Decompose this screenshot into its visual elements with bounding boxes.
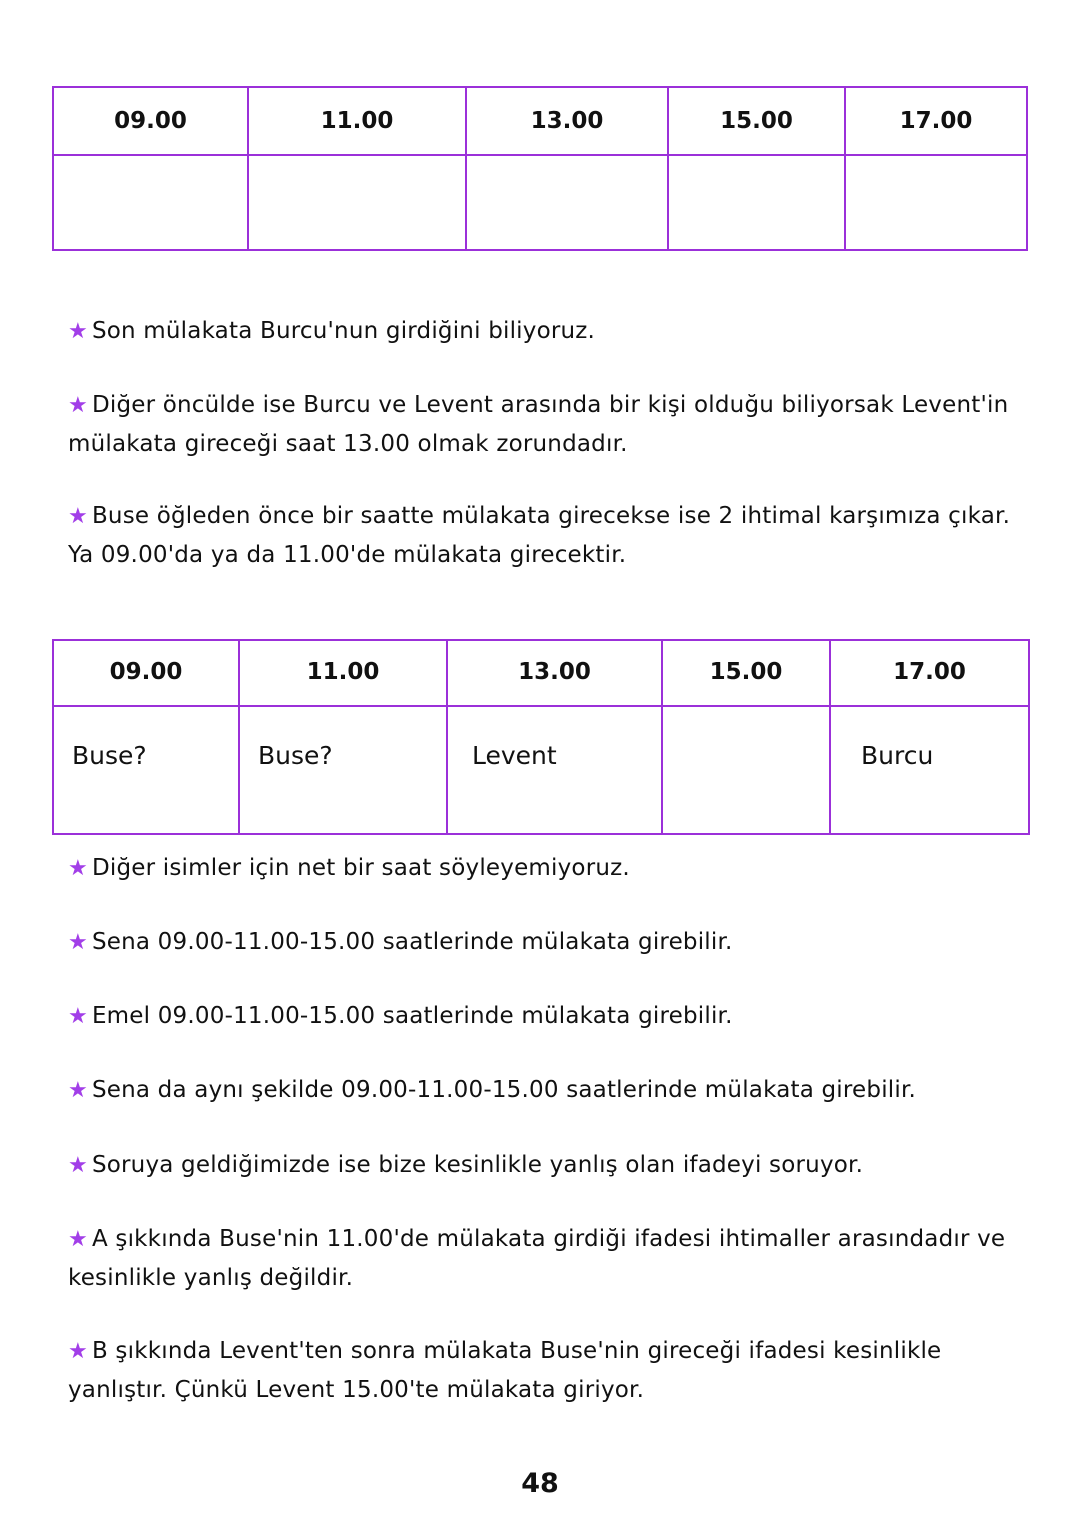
- table2-header-1700: 17.00: [831, 641, 1028, 707]
- table1-header-0900: 09.00: [54, 88, 249, 156]
- star-icon: ★: [68, 930, 88, 955]
- star-icon: ★: [68, 1153, 88, 1178]
- star-icon: ★: [68, 1227, 88, 1252]
- table1-cell-1500: [669, 156, 846, 249]
- table2-header-1500: 15.00: [663, 641, 831, 707]
- star-icon: ★: [68, 319, 88, 344]
- table2-header-1300: 13.00: [448, 641, 663, 707]
- table2-cell-1700: Burcu: [861, 741, 934, 770]
- table2-header-0900: 09.00: [54, 641, 240, 707]
- note-paragraph: ★ Diğer öncülde ise Burcu ve Levent arasında bir kişi olduğu biliyorsak Levent'in mülakata gireceği saat 13.00 olmak zorundadır.: [68, 392, 1009, 457]
- note-paragraph: ★ Buse öğleden önce bir saatte mülakata girecekse ise 2 ihtimal karşımıza çıkar. Ya 09.00'da ya da 11.00'de mülakata girecektir.: [68, 503, 1011, 568]
- table2-cell-1100: Buse?: [240, 707, 448, 833]
- schedule-table-empty: [52, 86, 1028, 251]
- table2-cell-1500: [663, 707, 831, 833]
- table1-header-1100: 11.00: [249, 88, 467, 156]
- table1-header-1500: 15.00: [669, 88, 846, 156]
- page-number: 48: [521, 1468, 559, 1499]
- table1-header-1300: 13.00: [467, 88, 669, 156]
- note-paragraph: ★ B şıkkında Levent'ten sonra mülakata Buse'nin gireceği ifadesi kesinlikle yanlıştır. Çünkü Levent 15.00'te mülakata giriyor.: [68, 1338, 942, 1403]
- note-paragraph: ★ Emel 09.00-11.00-15.00 saatlerinde mülakata girebilir.: [68, 1003, 733, 1029]
- note-paragraph: ★ Son mülakata Burcu'nun girdiğini biliyoruz.: [68, 318, 596, 344]
- note-paragraph: ★ Sena da aynı şekilde 09.00-11.00-15.00 saatlerinde mülakata girebilir.: [68, 1077, 917, 1103]
- star-icon: ★: [68, 504, 88, 529]
- star-icon: ★: [68, 1004, 88, 1029]
- table2-cell-0900: Buse?: [54, 707, 240, 833]
- table1-header-1700: 17.00: [846, 88, 1026, 156]
- table1-cell-0900: [54, 156, 249, 249]
- table2-cell-1300: Levent: [448, 707, 663, 833]
- table1-cell-1700: [846, 156, 1026, 249]
- star-icon: ★: [68, 1339, 88, 1364]
- note-paragraph: ★ Soruya geldiğimizde ise bize kesinlikle yanlış olan ifadeyi soruyor.: [68, 1152, 864, 1178]
- table1-cell-1300: [467, 156, 669, 249]
- note-paragraph: ★ Sena 09.00-11.00-15.00 saatlerinde mülakata girebilir.: [68, 929, 733, 955]
- note-paragraph: ★ Diğer isimler için net bir saat söyleyemiyoruz.: [68, 855, 630, 881]
- star-icon: ★: [68, 1078, 88, 1103]
- star-icon: ★: [68, 393, 88, 418]
- table2-header-1100: 11.00: [240, 641, 448, 707]
- star-icon: ★: [68, 856, 88, 881]
- schedule-table-filled: [52, 639, 1030, 835]
- table1-cell-1100: [249, 156, 467, 249]
- note-paragraph: ★ A şıkkında Buse'nin 11.00'de mülakata girdiği ifadesi ihtimaller arasındadır ve kesinlikle yanlış değildir.: [68, 1226, 1006, 1291]
